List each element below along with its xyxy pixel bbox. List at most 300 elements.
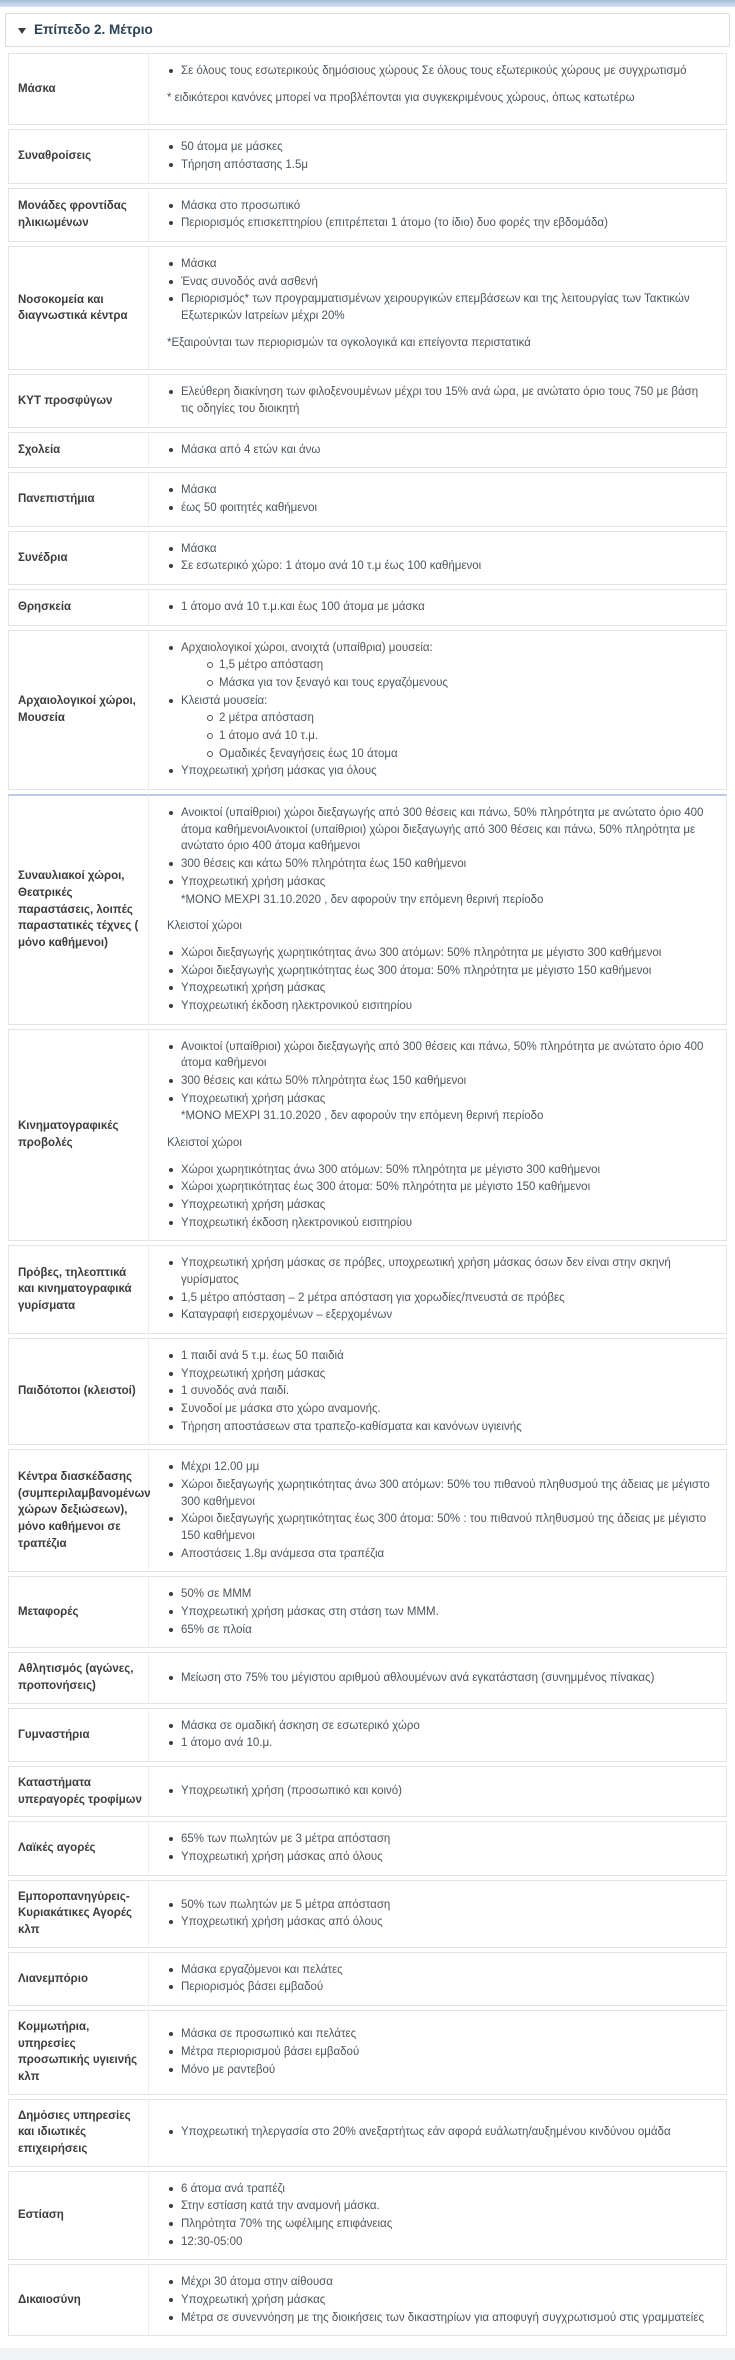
measure-item-bullet <box>167 1979 712 1996</box>
table-row <box>8 1766 727 1817</box>
bullet-disc-icon <box>169 1097 173 1101</box>
table-row <box>8 1245 727 1334</box>
category-measures <box>149 472 727 526</box>
measure-item-bullet <box>167 1546 712 1563</box>
measure-item-bullet <box>167 1718 712 1735</box>
measure-item-bullet <box>167 856 712 873</box>
bullet-circle-icon <box>207 662 213 668</box>
measure-text: Χώροι χωρητικότητας άνω 300 ατόμων: 50% πληρότητα με μέγιστο 300 καθήμενοι <box>181 1163 601 1176</box>
bullet-disc-icon <box>169 1903 173 1907</box>
bullet-disc-icon <box>169 1004 173 1008</box>
measure-text: Υποχρεωτική χρήση (προσωπικό και κοινό) <box>181 1785 402 1798</box>
category-label: Νοσοκομεία και διαγνωστικά κέντρα <box>8 246 149 370</box>
bullet-disc-icon <box>169 1610 173 1614</box>
category-measures <box>149 432 727 469</box>
measure-item-bullet <box>167 2292 712 2309</box>
bullet-disc-icon <box>169 1741 173 1745</box>
measure-item-bullet <box>167 157 712 174</box>
measure-text: Μάσκα <box>181 258 217 271</box>
bullet-disc-icon <box>169 2222 173 2226</box>
measure-text: Στην εστίαση κατά την αναμονή μάσκα. <box>181 2200 380 2213</box>
category-measures <box>149 2264 727 2336</box>
measure-item-bullet <box>167 980 712 997</box>
measure-text: 2 μέτρα απόσταση <box>219 712 314 725</box>
measure-item-bullet <box>167 558 712 575</box>
category-label: Αρχαιολογικοί χώροι, Μουσεία <box>8 630 149 790</box>
category-label: Εστίαση <box>8 2171 149 2261</box>
bullet-disc-icon <box>169 1676 173 1680</box>
measure-item-bullet <box>167 1383 712 1400</box>
measure-text: *Εξαιρούνται των περιορισμών τα ογκολογικά και επείγοντα περιστατικά <box>167 336 531 349</box>
bullet-disc-icon <box>169 1045 173 1049</box>
category-measures <box>149 1245 727 1334</box>
category-measures <box>149 589 727 626</box>
measure-item-bullet <box>167 541 712 558</box>
bullet-disc-icon <box>169 1968 173 1972</box>
measure-text: 1 παιδί ανά 5 τ.μ. έως 50 παιδιά <box>181 1349 344 1362</box>
bullet-disc-icon <box>169 1221 173 1225</box>
measure-text: Υποχρεωτική έκδοση ηλεκτρονικού εισιτηρίου <box>181 999 413 1012</box>
category-measures <box>149 1338 727 1445</box>
table-row <box>8 1029 727 1242</box>
measure-text: έως 50 φοιτητές καθήμενοι <box>181 502 318 515</box>
measure-text: Κλειστά μουσεία: <box>181 694 268 707</box>
measure-text: Περιορισμός* των προγραμματισμένων χειρουργικών επεμβάσεων και της λειτουργίας των Τακτικών Εξωτερικών Ιατρείων μέχρι 20% <box>181 293 690 323</box>
measure-item-bullet <box>167 1039 712 1072</box>
measure-item-sub <box>205 657 712 674</box>
measure-item-bullet <box>167 1401 712 1418</box>
measure-text: Υποχρεωτική χρήση μάσκας από όλους <box>181 1916 383 1929</box>
measure-item-bullet <box>167 1897 712 1914</box>
measure-item-bullet <box>167 1307 712 1324</box>
bullet-circle-icon <box>207 680 213 686</box>
table-row <box>8 1880 727 1948</box>
measure-item-bullet <box>167 215 712 232</box>
measure-item-bullet <box>167 2310 712 2327</box>
bullet-disc-icon <box>169 297 173 301</box>
table-row <box>8 2010 727 2095</box>
measure-item-bullet <box>167 874 712 891</box>
measure-item-bullet <box>167 1511 712 1544</box>
measure-text: *ΜΟΝΟ ΜΕΧΡΙ 31.10.2020 , δεν αφορούν την επόμενη θερινή περίοδο <box>181 893 544 906</box>
measure-item-bullet <box>167 693 712 710</box>
measure-item-bullet <box>167 2124 712 2141</box>
section-title: Επίπεδο 2. Μέτριο <box>34 22 153 37</box>
bullet-disc-icon <box>169 1079 173 1083</box>
measure-text: Υποχρεωτική χρήση μάσκας <box>181 1092 326 1105</box>
category-label: Γυμναστήρια <box>8 1708 149 1762</box>
measure-item-bullet <box>167 763 712 780</box>
table-row <box>8 2171 727 2261</box>
category-label: Δημόσιες υπηρεσίες και ιδιωτικές επιχειρήσεις <box>8 2099 149 2167</box>
category-label: Συνέδρια <box>8 531 149 585</box>
measure-item-bullet <box>167 1914 712 1931</box>
category-label: ΚΥΤ προσφύγων <box>8 374 149 427</box>
measure-item-bullet <box>167 482 712 499</box>
measure-item-bullet <box>167 1459 712 1476</box>
table-row <box>8 1338 727 1445</box>
table-row <box>8 589 727 626</box>
table-row <box>8 1952 727 2006</box>
table-row <box>8 1652 727 1703</box>
measure-item-bullet <box>167 63 712 80</box>
measure-text: Μάσκα <box>181 542 217 555</box>
category-label: Κέντρα διασκέδασης (συμπεριλαμβανομένων χώρων δεξιώσεων), μόνο καθήμενοι σε τραπέζια <box>8 1449 149 1572</box>
category-measures <box>149 129 727 183</box>
measure-item-bullet <box>167 1586 712 1603</box>
bullet-circle-icon <box>207 733 213 739</box>
category-measures <box>149 1449 727 1572</box>
measure-text: 12:30-05:00 <box>181 2235 243 2248</box>
category-measures <box>149 1652 727 1703</box>
bullet-disc-icon <box>169 1389 173 1393</box>
measure-text: Υποχρεωτική χρήση μάσκας <box>181 875 326 888</box>
bullet-disc-icon <box>169 699 173 703</box>
measure-item-bullet <box>167 1215 712 1232</box>
table-row <box>8 374 727 427</box>
bullet-disc-icon <box>169 1985 173 1989</box>
bullet-disc-icon <box>169 880 173 884</box>
measure-text: Τήρηση αποστάσεων στα τραπεζο-καθίσματα και κανόνων υγιεινής <box>181 1420 522 1433</box>
table-row <box>8 1708 727 1762</box>
measure-text: Υποχρεωτική χρήση μάσκας <box>181 2294 326 2307</box>
measure-text: Μάσκα σε προσωπικό και πελάτες <box>181 2028 357 2041</box>
measure-item-bullet <box>167 2216 712 2233</box>
table-row <box>8 129 727 183</box>
measure-text: 50% των πωλητών με 5 μέτρα απόσταση <box>181 1898 391 1911</box>
category-label: Μάσκα <box>8 53 149 125</box>
measure-item-bullet <box>167 1962 712 1979</box>
measure-text: Ελεύθερη διακίνηση των φιλοξενουμένων μέχρι του 15% ανά ώρα, με ανώτατο όριο τους 750 με βάση τις οδηγίες του διοικητή <box>181 386 699 416</box>
triangle-down-icon <box>18 28 26 34</box>
table-row <box>8 1449 727 1572</box>
bullet-disc-icon <box>169 2050 173 2054</box>
bullet-disc-icon <box>169 605 173 609</box>
bullet-disc-icon <box>169 1789 173 1793</box>
table-row <box>8 432 727 469</box>
category-label: Αθλητισμός (αγώνες, προπονήσεις) <box>8 1652 149 1703</box>
bullet-disc-icon <box>169 1425 173 1429</box>
category-measures <box>149 1029 727 1242</box>
measure-text: 6 άτομα ανά τραπέζι <box>181 2182 285 2195</box>
measure-item-para <box>167 90 712 107</box>
measure-text: Σε όλους τους εσωτερικούς δημόσιους χώρους Σε όλους τους εξωτερικούς χώρους με συγχρωτισμό <box>181 65 687 77</box>
bullet-disc-icon <box>169 1372 173 1376</box>
category-measures <box>149 1766 727 1817</box>
category-label: Κομμωτήρια, υπηρεσίες προσωπικής υγιεινής κλπ <box>8 2010 149 2095</box>
category-label: Παιδότοποι (κλειστοί) <box>8 1338 149 1445</box>
measure-item-bullet <box>167 2026 712 2043</box>
measure-item-bullet <box>167 2181 712 2198</box>
measure-item-note <box>167 1108 712 1125</box>
measure-item-bullet <box>167 1073 712 1090</box>
table-row <box>8 1576 727 1648</box>
measure-item-bullet <box>167 1091 712 1108</box>
measure-text: Σε εσωτερικό χώρο: 1 άτομο ανά 10 τ.μ έως 100 καθήμενοι <box>181 560 482 573</box>
bullet-disc-icon <box>169 221 173 225</box>
top-accent-bar <box>0 0 735 7</box>
measure-text: *ΜΟΝΟ ΜΕΧΡΙ 31.10.2020 , δεν αφορούν την επόμενη θερινή περίοδο <box>181 1110 544 1123</box>
bullet-disc-icon <box>169 280 173 284</box>
measure-item-bullet <box>167 274 712 291</box>
category-measures <box>149 374 727 427</box>
measure-text: 50 άτομα με μάσκες <box>181 141 283 154</box>
measure-text: Χώροι διεξαγωγής χωρητικότητας έως 300 άτομα: 50% πληρότητα με μέγιστο 150 καθήμενοι <box>181 964 652 977</box>
measure-item-bullet <box>167 963 712 980</box>
bullet-disc-icon <box>169 1296 173 1300</box>
measure-item-bullet <box>167 500 712 517</box>
measure-text: Υποχρεωτική χρήση μάσκας <box>181 1367 326 1380</box>
measure-item-sub <box>205 746 712 763</box>
measure-text: Χώροι χωρητικότητας έως 300 άτομα: 50% πληρότητα με μέγιστο 150 καθήμενοι <box>181 1181 591 1194</box>
category-measures <box>149 246 727 370</box>
measure-item-bullet <box>167 1290 712 1307</box>
bullet-disc-icon <box>169 2298 173 2302</box>
bullet-disc-icon <box>169 969 173 973</box>
bullet-disc-icon <box>169 1483 173 1487</box>
bullet-disc-icon <box>169 1313 173 1317</box>
measure-text: Ανοικτοί (υπαίθριοι) χώροι διεξαγωγής από 300 θέσεις και πάνω, 50% πληρότητα με ανώτατο όριο 400 άτομα καθήμενοι <box>181 1040 704 1070</box>
category-label: Μονάδες φροντίδας ηλικιωμένων <box>8 188 149 242</box>
measure-item-bullet <box>167 1849 712 1866</box>
table-row <box>8 246 727 370</box>
measure-text: Αρχαιολογικοί χώροι, ανοιχτά (υπαίθρια) μουσεία: <box>181 641 433 654</box>
bullet-circle-icon <box>207 715 213 721</box>
measure-text: Μάσκα για τον ξεναγό και τους εργαζόμενους <box>219 677 448 690</box>
measure-item-bullet <box>167 599 712 616</box>
measures-table-body <box>8 53 727 2336</box>
measure-text: 1 άτομο ανά 10 τ.μ.και έως 100 άτομα με μάσκα <box>181 601 425 614</box>
category-measures <box>149 53 727 125</box>
bullet-disc-icon <box>169 1628 173 1632</box>
bullet-disc-icon <box>169 1465 173 1469</box>
page-bottom-strip <box>0 2348 735 2360</box>
measure-text: Ομαδικές ξεναγήσεις έως 10 άτομα <box>219 747 398 760</box>
measure-text: Χώροι διεξαγωγής χωρητικότητας άνω 300 ατόμων: 50% του πιθανού πληθυσμού της άδειας με μέγιστο 300 καθήμενοι <box>181 1478 710 1508</box>
measure-text: 1 συνοδός ανά παιδί. <box>181 1385 290 1398</box>
category-measures <box>149 1880 727 1948</box>
category-measures <box>149 531 727 585</box>
bullet-disc-icon <box>169 1203 173 1207</box>
bullet-disc-icon <box>169 646 173 650</box>
measure-text: Μάσκα στο προσωπικό <box>181 199 301 212</box>
measure-text: Υποχρεωτική χρήση μάσκας από όλους <box>181 1851 383 1864</box>
category-measures <box>149 2010 727 2095</box>
category-label: Πανεπιστήμια <box>8 472 149 526</box>
category-measures <box>149 1821 727 1875</box>
category-label: Καταστήματα υπεραγορές τροφίμων <box>8 1766 149 1817</box>
bullet-disc-icon <box>169 69 173 73</box>
measure-item-bullet <box>167 384 712 417</box>
measure-item-bullet <box>167 1255 712 1288</box>
measure-item-bullet <box>167 1783 712 1800</box>
category-measures <box>149 2171 727 2261</box>
measure-text: Μάσκα <box>181 484 217 497</box>
measure-text: Υποχρεωτική έκδοση ηλεκτρονικού εισιτηρίου <box>181 1216 413 1229</box>
category-label: Λιανεμπόριο <box>8 1952 149 2006</box>
table-row <box>8 794 727 1024</box>
category-label: Μεταφορές <box>8 1576 149 1648</box>
measure-text: Υποχρεωτική χρήση μάσκας <box>181 1198 326 1211</box>
bullet-disc-icon <box>169 1168 173 1172</box>
measure-text: Τήρηση απόστασης 1.5μ <box>181 159 308 172</box>
measure-item-sub <box>205 728 712 745</box>
category-label: Εμποροπανηγύρεις-Κυριακάτικες Αγορές κλπ <box>8 1880 149 1948</box>
category-label: Πρόβες, τηλεοπτικά και κινηματογραφικά γυρίσματα <box>8 1245 149 1334</box>
measure-text: 1,5 μέτρο απόσταση <box>219 659 324 672</box>
category-label: Συναθροίσεις <box>8 129 149 183</box>
category-label: Σχολεία <box>8 432 149 469</box>
category-label: Κινηματογραφικές προβολές <box>8 1029 149 1242</box>
bullet-circle-icon <box>207 751 213 757</box>
measure-text: Ένας συνοδός ανά ασθενή <box>181 275 318 288</box>
category-label: Δικαιοσύνη <box>8 2264 149 2336</box>
measure-text: Περιορισμός επισκεπτηρίου (επιτρέπεται 1 άτομο (το ίδιο) δυο φορές την εβδομάδα) <box>181 217 608 230</box>
bullet-disc-icon <box>169 1855 173 1859</box>
bullet-disc-icon <box>169 2032 173 2036</box>
bullet-disc-icon <box>169 769 173 773</box>
bullet-disc-icon <box>169 506 173 510</box>
measure-item-bullet <box>167 1419 712 1436</box>
measure-text: * ειδικότεροι κανόνες μπορεί να προβλέπονται για συγκεκριμένους χώρους, όπως κατωτέρω <box>167 91 635 104</box>
measure-item-bullet <box>167 2062 712 2079</box>
measure-item-bullet <box>167 945 712 962</box>
measure-item-bullet <box>167 1162 712 1179</box>
category-label: Λαϊκές αγορές <box>8 1821 149 1875</box>
bullet-disc-icon <box>169 1837 173 1841</box>
measure-text: Μάσκα σε ομαδική άσκηση σε εσωτερικό χώρο <box>181 1719 420 1732</box>
category-measures <box>149 188 727 242</box>
bullet-disc-icon <box>169 1724 173 1728</box>
measure-item-sub <box>205 710 712 727</box>
table-row <box>8 53 727 125</box>
bullet-disc-icon <box>169 1261 173 1265</box>
table-row <box>8 188 727 242</box>
bullet-disc-icon <box>169 2204 173 2208</box>
bullet-disc-icon <box>169 448 173 452</box>
measure-item-bullet <box>167 2198 712 2215</box>
measure-item-bullet <box>167 139 712 156</box>
bullet-disc-icon <box>169 2068 173 2072</box>
measure-text: 300 θέσεις και κάτω 50% πληρότητα έως 150 καθήμενοι <box>181 858 467 871</box>
table-row <box>8 2099 727 2167</box>
measure-text: Συνοδοί με μάσκα στο χώρο αναμονής. <box>181 1402 381 1415</box>
measure-item-bullet <box>167 2234 712 2251</box>
measure-item-bullet <box>167 442 712 459</box>
measure-item-bullet <box>167 1197 712 1214</box>
measure-item-para <box>167 1135 712 1152</box>
measure-item-bullet <box>167 2274 712 2291</box>
measure-text: Μείωση στο 75% του μέγιστου αριθμού αθλουμένων ανά εγκατάσταση (συνημμένος πίνακας) <box>181 1671 655 1684</box>
measure-text: Καταγραφή εισερχομένων – εξερχομένων <box>181 1309 393 1322</box>
bullet-disc-icon <box>169 1407 173 1411</box>
bullet-disc-icon <box>169 2240 173 2244</box>
measure-text: 300 θέσεις και κάτω 50% πληρότητα έως 150 καθήμενοι <box>181 1074 467 1087</box>
measure-text: Χώροι διεξαγωγής χωρητικότητας άνω 300 ατόμων: 50% πληρότητα με μέγιστο 300 καθήμενοι <box>181 946 662 959</box>
bullet-disc-icon <box>169 1592 173 1596</box>
measure-text: 65% σε πλοία <box>181 1623 252 1636</box>
measure-text: 1 άτομο ανά 10.μ. <box>181 1737 273 1750</box>
bullet-disc-icon <box>169 1920 173 1924</box>
measure-item-sub <box>205 675 712 692</box>
measure-text: Υποχρεωτική χρήση μάσκας <box>181 982 326 995</box>
measure-text: Πληρότητα 70% της ωφέλιμης επιφάνειας <box>181 2218 393 2231</box>
category-measures <box>149 630 727 790</box>
measure-text: Υποχρεωτική χρήση μάσκας σε πρόβες, υποχρεωτική χρήση μάσκας όσων δεν είναι στην σκηνή γυρίσματος <box>181 1257 671 1286</box>
bullet-disc-icon <box>169 145 173 149</box>
category-measures <box>149 2099 727 2167</box>
measure-text: Κλειστοί χώροι <box>167 920 242 933</box>
measure-text: Υποχρεωτική τηλεργασία στο 20% ανεξαρτήτως εάν αφορά ευάλωτη/αυξημένου κινδύνου ομάδα <box>181 2126 671 2139</box>
bullet-disc-icon <box>169 1185 173 1189</box>
measure-item-bullet <box>167 256 712 273</box>
measure-text: Μέτρα σε συνεννόηση με της διοικήσεις των δικαστηρίων για αποφυγή συγχρωτισμού στις γραμματείες <box>181 2311 705 2324</box>
measure-text: Μέχρι 30 άτομα στην αίθουσα <box>181 2276 333 2289</box>
measure-text: 1,5 μέτρο απόσταση – 2 μέτρα απόσταση για χορωδίες/πνευστά σε πρόβες <box>181 1291 565 1304</box>
measure-item-note <box>167 892 712 909</box>
measure-text: 65% των πωλητών με 3 μέτρα απόσταση <box>181 1833 391 1846</box>
bullet-disc-icon <box>169 390 173 394</box>
measure-text: Υποχρεωτική χρήση μάσκας για όλους <box>181 765 377 778</box>
measure-item-para <box>167 335 712 352</box>
bullet-disc-icon <box>169 1552 173 1556</box>
measure-text: Ανοικτοί (υπαίθριοι) χώροι διεξαγωγής από 300 θέσεις και πάνω, 50% πληρότητα με ανώτατο όριο 400 άτομα καθήμενοιΑνοικτοί (υπαίθριοι) χώροι διεξαγωγής από 300 θέσεις και πάνω, 50% πληρότητα με ανώτατο όριο 400 άτομα καθήμενοι <box>181 807 704 853</box>
category-measures <box>149 1576 727 1648</box>
measure-text: 50% σε ΜΜΜ <box>181 1588 252 1601</box>
measure-item-bullet <box>167 805 712 855</box>
measure-item-bullet <box>167 640 712 657</box>
measure-text: 1 άτομο ανά 10 τ.μ. <box>219 730 319 743</box>
category-label: Θρησκεία <box>8 589 149 626</box>
measure-item-bullet <box>167 1477 712 1510</box>
category-label: Συναυλιακοί χώροι, Θεατρικές παραστάσεις, λοιπές παραστατικές τέχνες ( μόνο καθήμενοι) <box>8 794 149 1024</box>
measure-text: Μάσκα εργαζόμενοι και πελάτες <box>181 1963 343 1976</box>
measure-text: Αποστάσεις 1.8μ ανάμεσα στα τραπέζια <box>181 1547 385 1560</box>
measure-text: Μάσκα από 4 ετών και άνω <box>181 443 321 456</box>
bullet-disc-icon <box>169 811 173 815</box>
bullet-disc-icon <box>169 2187 173 2191</box>
bullet-disc-icon <box>169 862 173 866</box>
measure-text: Μόνο με ραντεβού <box>181 2063 276 2076</box>
measure-item-bullet <box>167 198 712 215</box>
table-row <box>8 2264 727 2336</box>
bullet-disc-icon <box>169 2130 173 2134</box>
bullet-disc-icon <box>169 262 173 266</box>
measure-text: Υποχρεωτική χρήση μάσκας στη στάση των ΜΜΜ. <box>181 1606 439 1618</box>
measure-item-para <box>167 918 712 935</box>
bullet-disc-icon <box>169 2280 173 2284</box>
measure-item-bullet <box>167 1179 712 1196</box>
measure-item-bullet <box>167 1735 712 1752</box>
measure-text: Κλειστοί χώροι <box>167 1136 242 1149</box>
measure-item-bullet <box>167 1622 712 1639</box>
measure-item-bullet <box>167 291 712 324</box>
accordion-section-header[interactable] <box>5 13 730 47</box>
measure-item-bullet <box>167 1604 712 1621</box>
measure-item-bullet <box>167 1366 712 1383</box>
table-row <box>8 1821 727 1875</box>
table-row <box>8 472 727 526</box>
measure-text: Μέτρα περιορισμού βάσει εμβαδού <box>181 2046 360 2059</box>
bullet-disc-icon <box>169 564 173 568</box>
measure-item-bullet <box>167 998 712 1015</box>
category-measures <box>149 794 727 1024</box>
table-row <box>8 630 727 790</box>
measures-table <box>8 49 727 2340</box>
table-row <box>8 531 727 585</box>
measure-item-bullet <box>167 1670 712 1687</box>
bullet-disc-icon <box>169 2316 173 2320</box>
